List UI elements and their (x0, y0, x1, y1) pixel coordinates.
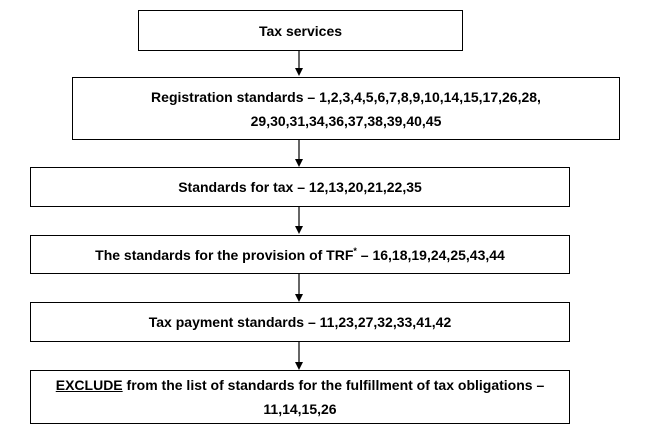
node-trf-footnote-mark: * (353, 245, 357, 256)
node-registration-label-line1: Registration standards – 1,2,3,4,5,6,7,8,9,10,14,15,17,26,28, (151, 88, 541, 105)
node-registration-label-line2: 29,30,31,34,36,37,38,39,40,45 (250, 112, 442, 129)
node-tax-payment-label: Tax payment standards – 11,23,27,32,33,41,42 (148, 314, 452, 330)
node-trf (30, 235, 570, 274)
node-standards-for-tax-label: Standards for tax – 12,13,20,21,22,35 (178, 179, 422, 195)
node-exclude-label-line2: 11,14,15,26 (263, 401, 337, 417)
node-tax-services-label: Tax services (258, 22, 343, 39)
node-exclude-emphasis: EXCLUDE (55, 377, 123, 393)
node-exclude-label-line1: from the list of standards for the fulfillment of tax obligations – (122, 377, 545, 393)
node-registration (72, 77, 620, 140)
node-trf-label-main: The standards for the provision of TRF (95, 246, 354, 263)
node-standards-for-tax (30, 167, 570, 207)
node-exclude (30, 370, 570, 424)
node-tax-payment (30, 302, 570, 342)
node-tax-services (138, 10, 463, 51)
node-trf-label-numbers: – 16,18,19,24,25,43,44 (356, 246, 505, 263)
